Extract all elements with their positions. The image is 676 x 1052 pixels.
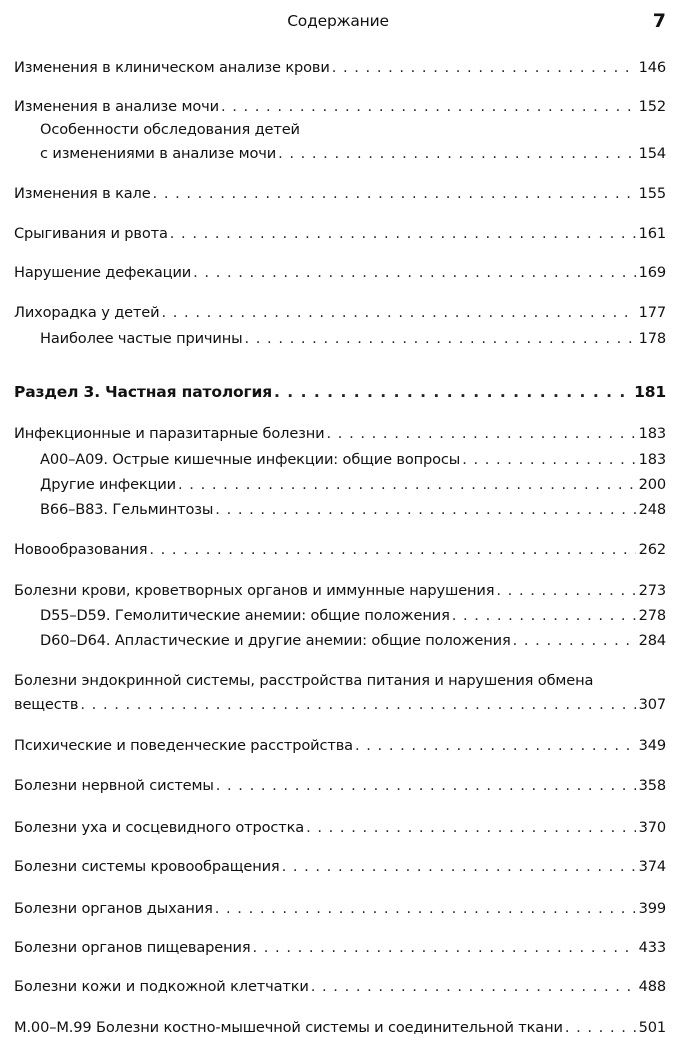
toc-entry-page: 284 [638, 632, 666, 649]
toc-subentry[interactable] [40, 143, 666, 165]
toc-entry-title-line1: Болезни эндокринной системы, расстройства питания и нарушения обмена [14, 672, 594, 689]
dot-leader [496, 580, 635, 602]
toc-entry-title: D60–D64. Апластические и другие анемии: общие положения [40, 632, 511, 649]
toc-entry[interactable] [14, 856, 666, 878]
toc-entry-page: 370 [638, 819, 666, 836]
toc-subentry[interactable] [40, 605, 666, 627]
toc-entry-title: Нарушение дефекации [14, 264, 192, 281]
toc-entry-page: 374 [638, 858, 666, 875]
toc-subentry[interactable] [40, 499, 666, 521]
toc-entry-title: Другие инфекции [40, 476, 177, 493]
toc-entry-page: 278 [638, 607, 666, 624]
dot-leader [215, 898, 636, 920]
toc-entry[interactable] [14, 57, 666, 79]
toc-entry-title: Болезни уха и сосцевидного отростка [14, 819, 305, 836]
toc-entry-title: M.00–M.99 Болезни костно-мышечной системы и соединительной ткани [14, 1019, 563, 1036]
toc-entry-title: Срыгивания и рвота [14, 225, 168, 242]
toc-entry-page: 181 [634, 383, 666, 401]
toc-entry-page: 200 [638, 476, 666, 493]
toc-entry-title: Новообразования [14, 541, 148, 558]
toc-entry[interactable] [14, 223, 666, 245]
toc-entry-page: 183 [638, 451, 666, 468]
toc-entry-title: Болезни нервной системы [14, 777, 214, 794]
toc-subentry[interactable] [40, 474, 666, 496]
dot-leader [178, 474, 636, 496]
toc-entry[interactable] [14, 976, 666, 998]
toc-entry-page: 501 [638, 1019, 666, 1036]
toc-entry-title: Болезни органов пищеварения [14, 939, 251, 956]
toc-entry-page: 349 [638, 737, 666, 754]
toc-entry-title: Болезни кожи и подкожной клетчатки [14, 978, 309, 995]
toc-entry-page: 152 [638, 98, 666, 115]
toc-entry[interactable] [14, 775, 666, 797]
toc-entry-title: Лихорадка у детей [14, 304, 160, 321]
dot-leader [215, 499, 635, 521]
toc-entry-page: 488 [638, 978, 666, 995]
toc-entry-title: веществ [14, 696, 79, 713]
toc-entry-page: 161 [638, 225, 666, 242]
toc-entry-title: D55–D59. Гемолитические анемии: общие положения [40, 607, 450, 624]
toc-entry[interactable] [14, 898, 666, 920]
toc-subentry[interactable] [40, 328, 666, 350]
toc-entry-page: 178 [638, 330, 666, 347]
dot-leader [252, 937, 635, 959]
dot-leader [452, 605, 636, 627]
toc-entry-page: 358 [638, 777, 666, 794]
toc-entry-page: 177 [638, 304, 666, 321]
toc-entry-page: 262 [638, 541, 666, 558]
toc-entry[interactable] [14, 735, 666, 757]
toc-entry-page: 273 [638, 582, 666, 599]
toc-entry-first-line[interactable] [14, 670, 666, 692]
toc-entry-page: 183 [638, 425, 666, 442]
dot-leader [170, 223, 636, 245]
dot-leader [565, 1017, 636, 1039]
toc-entry-title: B66–B83. Гельминтозы [40, 501, 214, 518]
toc-entry[interactable] [14, 96, 666, 118]
dot-leader [221, 96, 636, 118]
toc-entry[interactable] [14, 817, 666, 839]
toc-entry[interactable] [14, 1017, 666, 1039]
dot-leader [149, 539, 635, 561]
toc-entry-title: Болезни системы кровообращения [14, 858, 280, 875]
dot-leader [282, 856, 636, 878]
dot-leader [80, 694, 635, 716]
toc-entry[interactable] [14, 694, 666, 716]
toc-entry-page: 433 [638, 939, 666, 956]
toc-entry-page: 155 [638, 185, 666, 202]
toc-entry-page: 248 [638, 501, 666, 518]
dot-leader [332, 57, 636, 79]
toc-entry-title: Болезни органов дыхания [14, 900, 213, 917]
toc-subentry[interactable] [40, 449, 666, 471]
toc-entry[interactable] [14, 539, 666, 561]
toc-entry[interactable] [14, 183, 666, 205]
toc-entry[interactable] [14, 262, 666, 284]
dot-leader [278, 143, 636, 165]
toc-entry-title: Изменения в анализе мочи [14, 98, 219, 115]
page-number: 7 [652, 10, 666, 32]
toc-entry-title: Инфекционные и паразитарные болезни [14, 425, 325, 442]
toc-entry[interactable] [14, 423, 666, 445]
toc-entry-title-line1: Особенности обследования детей [40, 121, 300, 138]
toc-entry-page: 169 [638, 264, 666, 281]
dot-leader [193, 262, 635, 284]
dot-leader [216, 775, 636, 797]
toc-entry-page: 146 [638, 59, 666, 76]
dot-leader [327, 423, 636, 445]
toc-entry-title: Раздел 3. Частная патология [14, 383, 273, 401]
dot-leader [274, 380, 631, 404]
toc-entry-title: A00–A09. Острые кишечные инфекции: общие вопросы [40, 451, 461, 468]
toc-entry-page: 154 [638, 145, 666, 162]
toc-entry-title: Психические и поведенческие расстройства [14, 737, 353, 754]
dot-leader [311, 976, 636, 998]
dot-leader [161, 302, 635, 324]
dot-leader [306, 817, 636, 839]
toc-entry-title: Изменения в клиническом анализе крови [14, 59, 330, 76]
dot-leader [462, 449, 635, 471]
toc-entry[interactable] [14, 937, 666, 959]
dot-leader [355, 735, 636, 757]
dot-leader [513, 630, 636, 652]
toc-entry-title: с изменениями в анализе мочи [40, 145, 277, 162]
toc-entry-page: 399 [638, 900, 666, 917]
toc-entry[interactable] [14, 302, 666, 324]
toc-subentry-first-line[interactable] [40, 119, 666, 141]
running-title: Содержание [287, 12, 389, 30]
toc-entry-page: 307 [638, 696, 666, 713]
toc-entry[interactable] [14, 580, 666, 602]
toc-entry-title: Наиболее частые причины [40, 330, 243, 347]
dot-leader [153, 183, 636, 205]
toc-subentry[interactable] [40, 630, 666, 652]
dot-leader [245, 328, 636, 350]
toc-entry-title: Изменения в кале [14, 185, 151, 202]
toc-entry-title: Болезни крови, кроветворных органов и иммунные нарушения [14, 582, 495, 599]
toc-section-heading[interactable] [14, 380, 666, 404]
